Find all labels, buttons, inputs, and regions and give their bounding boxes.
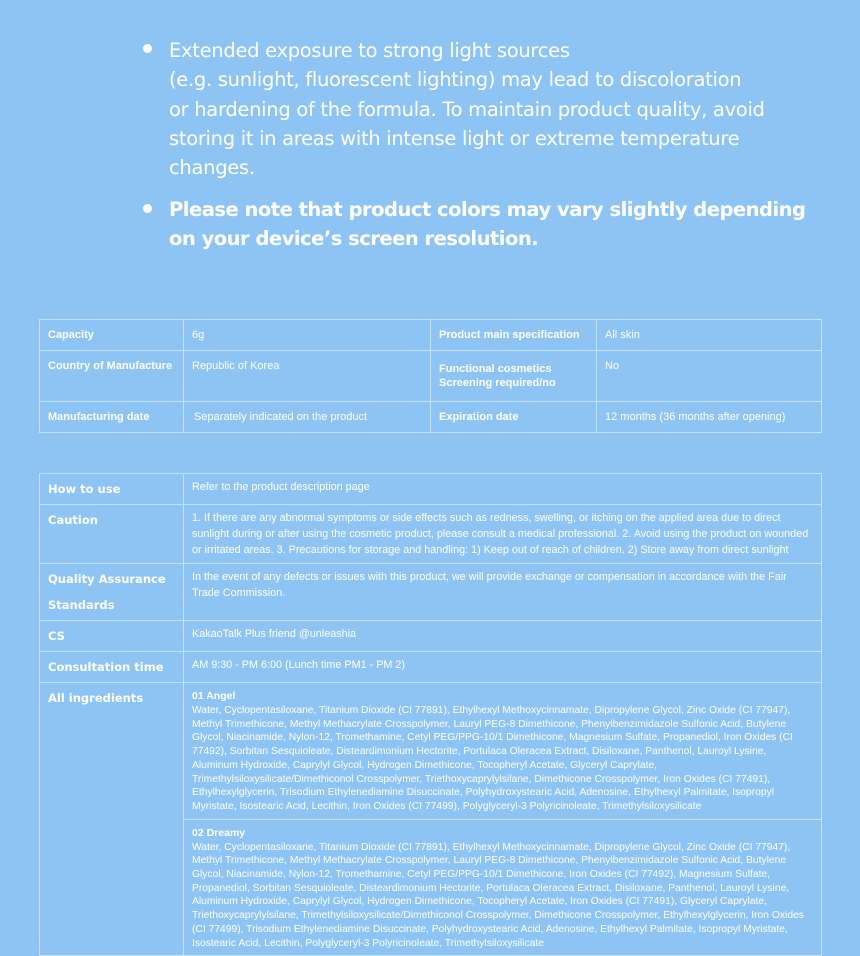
- qa-label-line: Quality Assurance: [48, 572, 166, 586]
- mfg-date-label: Manufacturing date: [40, 402, 184, 433]
- functional-label-line: Functional cosmetics: [439, 363, 552, 375]
- how-to-use-value: Refer to the product description page: [184, 474, 822, 505]
- country-value: Republic of Korea: [184, 351, 431, 402]
- qa-label: [40, 564, 184, 621]
- main-spec-label: Product main specification: [431, 320, 597, 351]
- bullet-icon: [143, 44, 152, 53]
- bullet-icon: [143, 204, 152, 213]
- cs-label: CS: [40, 621, 184, 652]
- ingredients-label: All ingredients: [40, 683, 184, 956]
- capacity-value: 6g: [184, 320, 431, 351]
- qa-value: In the event of any defects or issues with this product, we will provide exchange or compensation in accordance with the Fair Trade Commission.: [184, 564, 822, 621]
- main-spec-value: All skin: [597, 320, 822, 351]
- functional-value: No: [597, 351, 822, 402]
- consult-value: AM 9:30 - PM 6:00 (Lunch time PM1 - PM 2): [184, 652, 822, 683]
- note-line: on your device’s screen resolution.: [169, 227, 539, 251]
- capacity-label: Capacity: [40, 320, 184, 351]
- functional-label: [431, 351, 597, 402]
- ingredient-shade-name: 02 Dreamy: [192, 826, 246, 839]
- ingredient-shade-name: 01 Angel: [192, 690, 236, 702]
- note-line: storing it in areas with intense light or extreme temperature changes.: [169, 126, 740, 180]
- note-line: Extended exposure to strong light sources: [169, 39, 570, 62]
- color-variance-note: [169, 195, 829, 254]
- caution-value: 1. If there are any abnormal symptoms or side effects such as redness, swelling, or itching on the applied area due to direct sunlight during or after using the cosmetic product, please consult a medical professional. 2. Avoid using the product on wounded or irritated areas. 3. Precautions for storage and handling: 1) Keep out of reach of children. 2) Store away from direct sunlight: [184, 505, 822, 564]
- note-line: or hardening of the formula. To maintain product quality, avoid: [169, 97, 765, 121]
- product-info-table: [39, 473, 822, 956]
- caution-label: Caution: [40, 505, 184, 564]
- ingredient-list: Water, Cyclopentasiloxane, Titanium Dioxide (CI 77891), Ethylhexyl Methoxycinnamate, Dipropylene Glycol, Zinc Oxide (CI 77947), Methyl Trimethicone, Methyl Methacrylate Crosspolymer, Lauryl PEG-8 Dimethicone, Phenylbenzimidazole Sulfonic Acid, Butylene Glycol, Niacinamide, Nylon-12, Tromethamine, Cetyl PEG/PPG-10/1 Dimethicone, Iron Oxides (CI 77492), Magnesium Sulfate, Propanediol, Sorbitan Sesquioleate, Disteardimonium Hectorite, Portulaca Oleracea Extract, Disiloxane, Panthenol, Lauroyl Lysine, Aluminum Hydroxide, Caprylyl Glycol, Hydrogen Dimethicone, Tocopheryl Acetate, Iron Oxides (CI 77491), Glyceryl Caprylate, Triethoxycaprylylsilane, Trimethylsiloxysilicate/Dimethiconol Crosspolymer, Dimethicone Crosspolymer, Ethylhexylglycerin, Iron Oxides (CI 77499), Trisodium Ethylenediamine Disuccinate, Polyhydroxystearic Acid, Adenosine, Ethylhexyl Palmitate, Isopropyl Myristate, Isostearic Acid, Lecithin, Polyglyceryl-3 Polyricinoleate, Trimethylsiloxysilicate: [192, 841, 804, 949]
- ingredients-cell: [184, 683, 822, 956]
- note-line: Please note that product colors may vary slightly depending: [169, 198, 806, 221]
- mfg-date-value: Separately indicated on the product: [184, 402, 431, 433]
- country-label: Country of Manufacture: [40, 351, 184, 402]
- expiration-value: 12 months (36 months after opening): [597, 402, 822, 433]
- expiration-label: Expiration date: [431, 402, 597, 433]
- ingredient-block: [184, 819, 821, 956]
- product-spec-table: [39, 319, 822, 433]
- light-exposure-note: [169, 36, 829, 182]
- how-to-use-label: How to use: [40, 474, 184, 505]
- qa-label-line: Standards: [48, 598, 115, 612]
- ingredient-block: [184, 683, 821, 819]
- consult-label: Consultation time: [40, 652, 184, 683]
- note-line: (e.g. sunlight, fluorescent lighting) may lead to discoloration: [169, 68, 742, 92]
- cs-value: KakaoTalk Plus friend @unleashia: [184, 621, 822, 652]
- functional-label-line: Screening required/no: [439, 377, 556, 389]
- ingredient-list: Water, Cyclopentasiloxane, Titanium Dioxide (CI 77891), Ethylhexyl Methoxycinnamate, Dipropylene Glycol, Zinc Oxide (CI 77947), Methyl Trimethicone, Methyl Methacrylate Crosspolymer, Lauryl PEG-8 Dimethicone, Phenylbenzimidazole Sulfonic Acid, Butylene Glycol, Niacinamide, Nylon-12, Tromethamine, Cetyl PEG/PPG-10/1 Dimethicone, Magnesium Sulfate, Propanediol, Iron Oxides (CI 77492), Sorbitan Sesquioleate, Disteardimonium Hectorite, Portulaca Oleracea Extract, Disiloxane, Panthenol, Lauroyl Lysine, Aluminum Hydroxide, Caprylyl Glycol, Hydrogen Dimethicone, Tocopheryl Acetate, Glyceryl Caprylate, Trimethylsiloxysilicate/Dimethiconol Crosspolymer, Triethoxycaprylylsilane, Dimethicone Crosspolymer, Iron Oxides (CI 77491), Ethylhexylglycerin, Trisodium Ethylenediamine Disuccinate, Polyhydroxystearic Acid, Adenosine, Ethylhexyl Palmitate, Isopropyl Myristate, Isostearic Acid, Lecithin, Iron Oxides (CI 77499), Polyglyceryl-3 Polyricinoleate, Trimethylsiloxysilicate: [192, 705, 793, 812]
